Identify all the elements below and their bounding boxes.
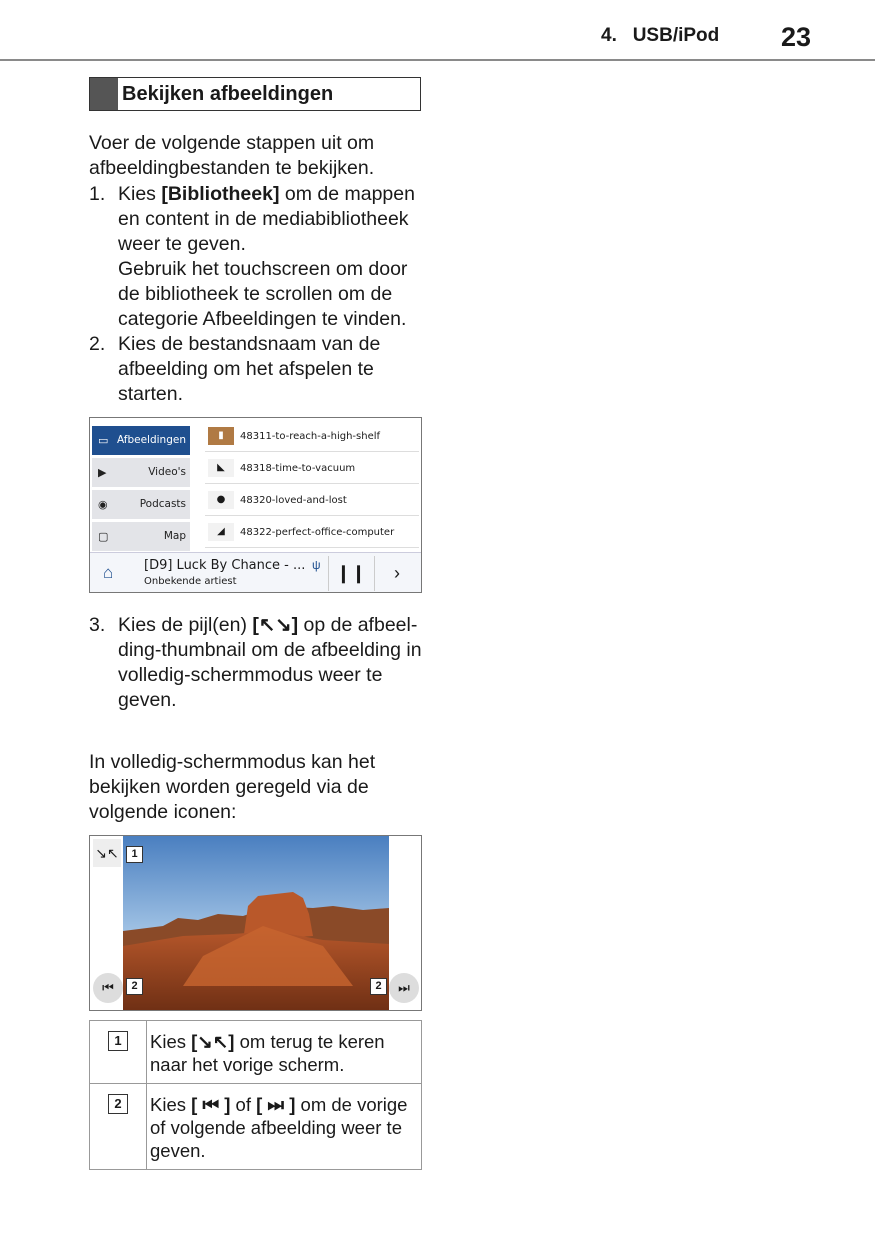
legend-text: [147, 1084, 422, 1170]
expand-icon-label: [↖↘]: [252, 614, 299, 636]
image-icon: ▭: [98, 434, 109, 447]
exit-fullscreen-icon[interactable]: ↘↖: [93, 839, 121, 867]
usb-icon: ψ: [312, 558, 321, 572]
page-number: 23: [781, 22, 812, 52]
track-title: [D9] Luck By Chance - ...: [144, 558, 306, 573]
intro-paragraph: Voer de volgende stappen uit om afbeeldingbestanden te bekijken.: [89, 132, 375, 179]
file-name: 48322-perfect-office-computer: [240, 527, 395, 538]
thumbnail-icon: ●: [208, 491, 234, 509]
sidebar-item-podcasts[interactable]: [92, 490, 190, 519]
chapter-title: USB/iPod: [632, 25, 720, 46]
file-name: 48320-loved-and-lost: [240, 495, 347, 506]
step-text: op de afbeel-ding-thumbnail om de afbeelding in volledig-schermmodus weer te geven.: [118, 614, 422, 711]
library-label: [Bibliotheek]: [161, 183, 280, 205]
legend-key-badge: 1: [108, 1031, 128, 1051]
list-item: [89, 613, 429, 713]
legend-text-part: om terug te keren naar het vorige scherm.: [150, 1031, 385, 1075]
exit-fullscreen-icon-label: [↘↖]: [191, 1031, 235, 1052]
legend-text-part: Kies: [150, 1031, 192, 1052]
legend-key-badge: 2: [108, 1094, 128, 1114]
sidebar-item-label: Afbeeldingen: [116, 434, 186, 446]
steps-list-continued: [89, 613, 429, 713]
steps-list: [89, 182, 429, 407]
callout-badge: 1: [126, 846, 143, 863]
section-marker: [90, 78, 118, 110]
pause-icon: ❙❙: [335, 563, 367, 583]
pause-button[interactable]: [328, 556, 373, 591]
home-icon[interactable]: ⌂: [103, 563, 114, 582]
play-icon: ▶: [98, 466, 107, 479]
skip-previous-icon-label: [ ⏮ ]: [191, 1094, 231, 1115]
step-text: Kies de bestandsnaam van de afbeelding om het afspelen te starten.: [118, 333, 381, 405]
file-name: 48318-time-to-vacuum: [240, 463, 356, 474]
next-image-button[interactable]: [389, 973, 419, 1003]
desert-photo-art: [123, 836, 389, 1011]
legend-text-part: om de vorige of volgende afbeelding weer te geven.: [150, 1094, 408, 1161]
list-item[interactable]: [205, 453, 419, 484]
step-number: 1.: [89, 183, 106, 205]
previous-image-button[interactable]: [93, 973, 123, 1003]
desert-photo: [123, 836, 389, 1011]
header-rule: [0, 59, 875, 61]
table-row: [90, 1021, 422, 1084]
now-playing-bar: [90, 552, 422, 593]
sidebar-item-label: Map: [163, 530, 186, 542]
list-item[interactable]: [205, 421, 419, 452]
track-artist: Onbekende artiest: [144, 576, 237, 587]
skip-next-icon: ⏭: [398, 980, 410, 995]
callout-badge: 2: [370, 978, 387, 995]
step-text: om de mappen en content in de mediabibliotheek weer te geven.: [118, 183, 415, 255]
fullscreen-intro: In volledig-schermmodus kan het bekijken worden geregeld via de volgende iconen:: [89, 751, 376, 823]
list-item[interactable]: [205, 517, 419, 548]
section-title: Bekijken afbeeldingen: [122, 83, 334, 105]
list-item: [89, 332, 429, 407]
table-row: [90, 1084, 422, 1170]
list-item[interactable]: [205, 485, 419, 516]
next-button[interactable]: [374, 556, 419, 591]
chevron-right-icon: ›: [394, 563, 400, 583]
skip-previous-icon: ⏮: [102, 980, 114, 995]
legend-key: [90, 1021, 147, 1084]
sidebar-item-videos[interactable]: [92, 458, 190, 487]
legend-text-part: of: [230, 1094, 257, 1115]
fullscreen-screenshot: [89, 835, 422, 1011]
step-text: Kies: [118, 183, 162, 205]
list-item: [89, 182, 429, 332]
sidebar-item-map[interactable]: [92, 522, 190, 551]
icon-legend-table: [89, 1020, 422, 1170]
file-name: 48311-to-reach-a-high-shelf: [240, 431, 381, 442]
step-text: Kies de pijl(en): [118, 614, 253, 636]
step-number: 3.: [89, 614, 106, 636]
sidebar-item-label: Podcasts: [139, 498, 186, 510]
step-number: 2.: [89, 333, 106, 355]
chapter-number: 4.: [601, 25, 617, 46]
legend-text: [147, 1021, 422, 1084]
folder-icon: ▢: [98, 530, 109, 543]
legend-key: [90, 1084, 147, 1170]
step-note: Gebruik het touchscreen om door de bibliotheek te scrollen om de categorie Afbeeldingen te vinden.: [118, 258, 408, 330]
callout-badge: 2: [126, 978, 143, 995]
thumbnail-icon: ◢: [208, 523, 234, 541]
section-heading: [89, 77, 421, 111]
sidebar-item-afbeeldingen[interactable]: [92, 426, 190, 455]
thumbnail-icon: ◣: [208, 459, 234, 477]
thumbnail-icon: ▮: [208, 427, 234, 445]
skip-next-icon-label: [ ⏭ ]: [256, 1094, 296, 1115]
sidebar-item-label: Video's: [148, 466, 186, 478]
podcast-icon: ◉: [98, 498, 108, 511]
library-screenshot: [89, 417, 422, 593]
chapter-heading: [601, 25, 719, 47]
legend-text-part: Kies: [150, 1094, 192, 1115]
